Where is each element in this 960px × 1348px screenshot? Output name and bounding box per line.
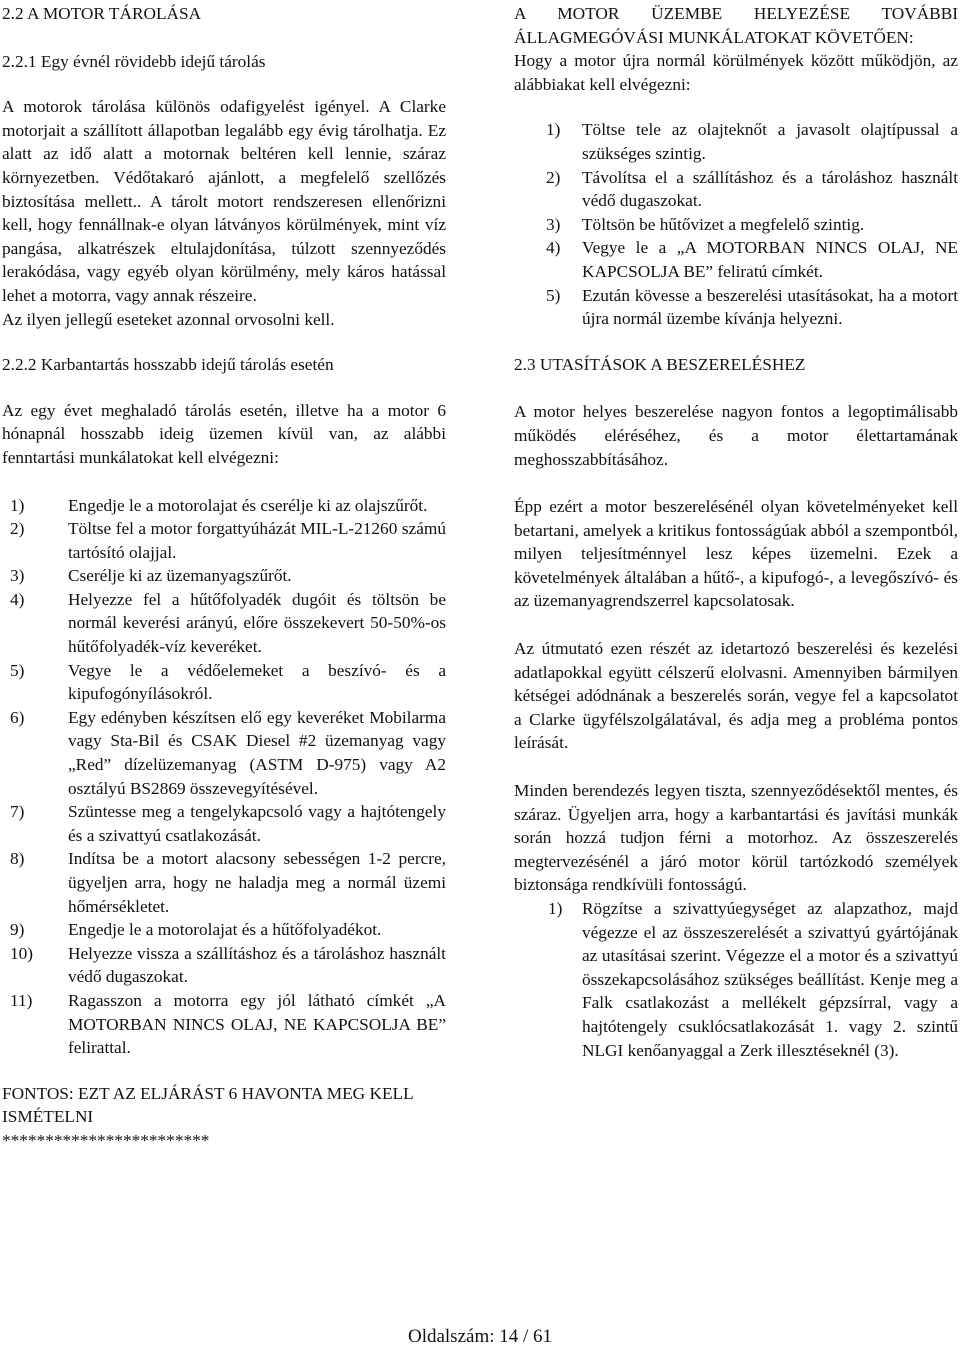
list-item-number: 7) [10,802,25,822]
paragraph: A motor helyes beszerelése nagyon fontos a legoptimálisabb működés eléréséhez, és a motor élettartamának meghosszabbításához. [514,402,958,469]
list-item-number: 1) [10,495,25,515]
list-item [514,213,958,237]
list-item [2,942,446,989]
list-item [2,564,446,588]
important-note: FONTOS: EZT AZ ELJÁRÁST 6 HAVONTA MEG KELL ISMÉTELNI [2,1083,413,1127]
list-item [514,236,958,283]
list-item-number: 9) [10,920,25,940]
list-item-number: 10) [10,943,34,963]
section-heading: 2.2 A MOTOR TÁROLÁSA [2,4,202,23]
left-column [2,0,446,1153]
list-item-number: 3) [10,566,25,586]
paragraph: Minden berendezés legyen tiszta, szennyeződésektől mentes, és száraz. Ügyeljen arra, hogy a karbantartási és javítási munkák során hozzá tudjon férni a motorhoz. Az összeszerelés megtervezésénél a járó motor körül tartózkodó személyek biztonsága rendkívüli fontosságú. [514,781,958,895]
list-item-text: Vegye le a „A MOTORBAN NINCS OLAJ, NE KAPCSOLJA BE” feliratú címkét. [582,238,958,281]
separator-stars: ************************ [2,1130,210,1150]
maintenance-list [2,494,446,1060]
restart-list [514,118,958,330]
list-item-number: 6) [10,707,25,727]
list-item-number: 4) [546,238,561,258]
list-item-number: 1) [548,899,563,918]
list-item [514,284,958,331]
paragraph: A motorok tárolása különös odafigyelést igényel. A Clarke motorjait a szállított állapotban legalább egy évig tárolhatja. Ez alatt az idő alatt a motornak beltéren kell lennie, száraz környezetben. Védőtakaró ajánlott, a megfelelő szellőzés biztosítása mellett.. A tárolt motort rendszeresen ellenőrizni kell, hogy fennállnak-e olyan látványos körülmények, mint víz pangása, alkatrészek eltulajdonítása, túlzott szennyeződés lerakódása, vagy egyéb olyan körülmény, mely káros hatással lehet a motorra, vagy annak részeire. [2,97,446,305]
paragraph: Az ilyen jellegű eseteket azonnal orvosolni kell. [2,309,335,329]
list-item [514,897,958,1062]
list-item-number: 5) [546,285,561,305]
list-item-number: 3) [546,214,561,234]
list-item-number: 2) [10,519,25,539]
paragraph: Az egy évet meghaladó tárolás esetén, illetve ha a motor 6 hónapnál hosszabb ideig üzemen kívül van, az alábbi fenntartási munkálatokat kell elvégezni: [2,400,446,467]
list-item-number: 5) [10,660,25,680]
list-item-number: 1) [546,120,561,140]
list-item [2,800,446,847]
paragraph: Az útmutató ezen részét az idetartozó beszerelési és kezelési adatlapokkal együtt célszerű elolvasni. Amennyiben bármilyen kétségei adódnának a beszerelés során, vegye fel a kapcsolatot a Clarke ügyfélszolgálatával, és adja meg a probléma pontos leírását. [514,639,958,753]
list-item [514,118,958,165]
list-item-text: Távolítsa el a szállításhoz és a tároláshoz használt védő dugaszokat. [582,167,958,211]
paragraph: Hogy a motor újra normál körülmények között működjön, az alábbiakat kell elvégezni: [514,51,958,94]
list-item [2,989,446,1060]
right-column [514,0,958,1062]
list-item-text: Töltse tele az olajteknőt a javasolt olajtípussal a szükséges szintig. [582,120,958,163]
section-heading: 2.3 UTASÍTÁSOK A BESZERELÉSHEZ [514,354,806,374]
page-number: Oldalszám: 14 / 61 [407,1326,553,1347]
list-item [2,918,446,942]
list-item-number: 2) [546,167,561,187]
paragraph: Épp ezért a motor beszerelésénél olyan követelményeket kell betartani, amelyek a kritikus fontosságúak abból a szempontból, milyen teljesítménnyel lesz képes üzemelni. Ezek a követelmények általában a hűtő-, a kipufogó-, a levegőszívó- és az üzemanyagrendszerrel kapcsolatosak. [514,497,958,611]
list-item-text: Ragasszon a motorra egy jól látható címkét „A MOTORBAN NINCS OLAJ, NE KAPCSOLJA BE” felirattal. [68,990,446,1058]
list-item-text: Helyezze fel a hűtőfolyadék dugóit és töltsön be normál keverési arányú, előre összekevert 50-50%-os hűtőfolyadék-víz keveréket. [68,589,446,657]
list-item [2,659,446,706]
list-item-text: Helyezze vissza a szállításhoz és a tároláshoz használt védő dugaszokat. [68,943,446,987]
list-item [2,494,446,518]
list-item [2,588,446,659]
list-item [2,517,446,564]
list-item-number: 4) [10,589,25,609]
subsection-heading: 2.2.2 Karbantartás hosszabb idejű tárolás esetén [2,355,334,375]
list-item-text: Rögzítse a szivattyúegységet az alapzathoz, majd végezze el az összeszerelését a szivattyú gyártójának az utasításai szerint. Végezze el a motor és a szivattyú összekapcsolásához szükséges beállítást. Kenje meg a Falk csatlakozást a mellékelt gépzsírral, vagy a hajtótengely csuklócsatlakozását 1. vagy 2. szintű NLGI kenőanyaggal a Zerk illesztéseknél (3). [582,899,958,1060]
subsection-heading: 2.2.1 Egy évnél rövidebb idejű tárolás [2,51,266,71]
list-item [514,166,958,213]
list-item-text: Szüntesse meg a tengelykapcsoló vagy a hajtótengely és a szivattyú csatlakozását. [68,802,446,845]
list-item-text: Vegye le a védőelemeket a beszívó- és a kipufogónyílásokról. [68,660,446,704]
list-item-number: 11) [10,990,33,1010]
list-item [2,847,446,918]
list-item-number: 8) [10,849,25,869]
list-item-text: Ezután kövesse a beszerelési utasításokat, ha a motort újra normál üzembe kívánja helyezni. [582,285,958,329]
section-heading: A MOTOR ÜZEMBE HELYEZÉSE TOVÁBBI ÁLLAGMEGÓVÁSI MUNKÁLATOKAT KÖVETŐEN: [514,4,958,47]
list-item-text: Engedje le a motorolajat és cserélje ki az olajszűrőt. [68,495,428,515]
list-item-text: Cserélje ki az üzemanyagszűrőt. [68,566,292,586]
list-item-text: Töltsön be hűtővizet a megfelelő szintig. [582,214,865,234]
list-item [2,706,446,800]
installation-list [514,897,958,1062]
list-item-text: Töltse fel a motor forgattyúházát MIL-L-21260 számú tartósító olajjal. [68,519,446,562]
list-item-text: Indítsa be a motort alacsony sebességen 1-2 percre, ügyeljen arra, hogy ne haladja meg a normál üzemi hőmérsékletet. [68,849,446,916]
list-item-text: Engedje le a motorolajat és a hűtőfolyadékot. [68,920,382,940]
list-item-text: Egy edényben készítsen elő egy keveréket Mobilarma vagy Sta-Bil és CSAK Diesel #2 üzemanyag vagy „Red” dízelüzemanyag (ASTM D-975) vagy A2 osztályú BS2869 összevegyítésével. [68,707,446,798]
